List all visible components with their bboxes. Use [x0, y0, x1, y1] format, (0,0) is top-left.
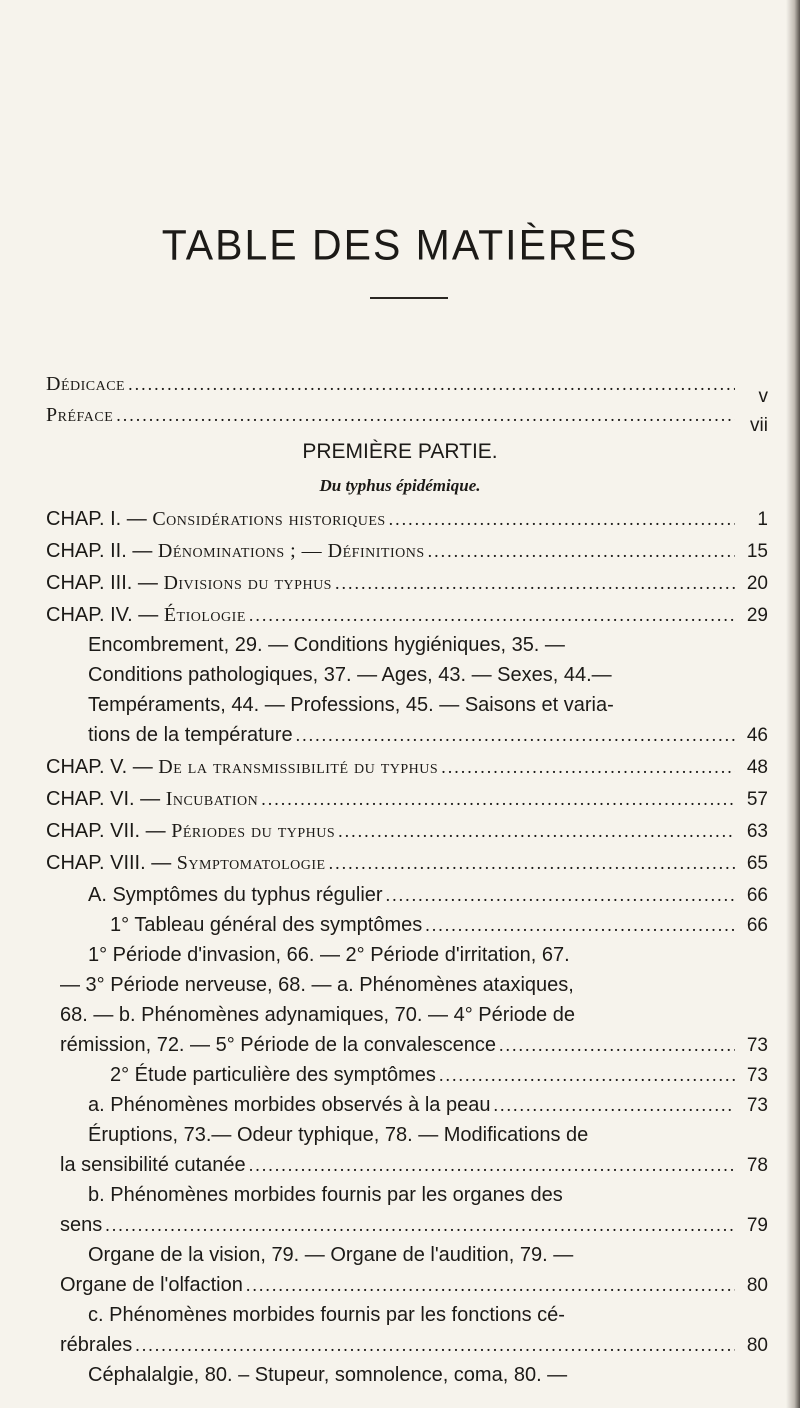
- chapter-number: CHAP. IV.: [46, 604, 133, 626]
- toc-page: 48: [746, 757, 768, 778]
- toc-entry-etude-particuliere[interactable]: [110, 1064, 768, 1087]
- page-title: TABLE DES MATIÈRES: [161, 220, 639, 270]
- toc-label: Dénominations ; — Définitions: [157, 540, 425, 562]
- toc-label: rébrales: [60, 1334, 133, 1356]
- leader-dots: [296, 725, 735, 746]
- leader-dots: [249, 605, 735, 626]
- toc-page: 15: [746, 541, 768, 562]
- toc-entry-chap-5[interactable]: CHAP. V. — De la transmissibilité du typhus ..... 48: [46, 756, 768, 779]
- leader-dots: [105, 1215, 735, 1236]
- toc-label: A. Symptômes du typhus régulier: [88, 884, 383, 906]
- toc-page: 46: [746, 725, 768, 746]
- chapter-number: CHAP. V.: [46, 756, 128, 778]
- leader-dots: [261, 789, 735, 810]
- leader-dots: [389, 509, 735, 530]
- toc-page: 73: [746, 1095, 768, 1116]
- toc-entry-chap-7[interactable]: CHAP. VII. — Périodes du typhus ..... 63: [46, 820, 768, 843]
- vision-line-1: Organe de la vision, 79. — Organe de l'audition, 79. —: [88, 1244, 574, 1266]
- toc-entry-peau[interactable]: [88, 1094, 768, 1117]
- toc-label: sens: [60, 1214, 103, 1236]
- toc-entry-preface[interactable]: [46, 404, 768, 436]
- toc-label: Préface: [46, 404, 114, 426]
- sens-line-2[interactable]: [60, 1214, 768, 1237]
- leader-dots: [329, 853, 735, 874]
- leader-dots: [428, 541, 735, 562]
- eruptions-line-2[interactable]: [60, 1154, 768, 1177]
- toc-entry-chap-3[interactable]: CHAP. III. — Divisions du typhus ..... 20: [46, 572, 768, 595]
- toc-page: 1: [757, 509, 768, 530]
- periodes-line-3: 68. — b. Phénomènes adynamiques, 70. — 4° Période de: [60, 1004, 575, 1026]
- toc-entry-dedicace[interactable]: [46, 373, 768, 407]
- part-heading: PREMIÈRE PARTIE.: [302, 440, 498, 463]
- eruptions-line-1: Éruptions, 73.— Odeur typhique, 78. — Modifications de: [88, 1124, 589, 1146]
- toc-label: De la transmissibilité du typhus: [158, 756, 439, 778]
- toc-label: 2° Étude particulière des symptômes: [110, 1064, 436, 1086]
- toc-label: la sensibilité cutanée: [60, 1154, 246, 1176]
- toc-entry-tableau-general[interactable]: [110, 914, 768, 937]
- toc-page: 80: [746, 1275, 768, 1296]
- leader-dots: [128, 374, 735, 395]
- toc-label: rémission, 72. — 5° Période de la convalescence: [60, 1034, 497, 1056]
- toc-page: 73: [746, 1035, 768, 1056]
- leader-dots: [338, 821, 735, 842]
- toc-label: tions de la température: [88, 724, 293, 746]
- toc-entry-chap-2[interactable]: CHAP. II. — Dénominations ; — Définitions ..... 15: [46, 540, 768, 563]
- leader-dots: [116, 405, 735, 426]
- part-subheading: Du typhus épidémique.: [319, 476, 481, 495]
- toc-label: Étiologie: [163, 604, 246, 626]
- toc-page: 63: [746, 821, 768, 842]
- leader-dots: [335, 573, 735, 594]
- etiologie-line-3: Tempéraments, 44. — Professions, 45. — Saisons et varia-: [88, 694, 614, 716]
- toc-page: 73: [746, 1065, 768, 1086]
- toc-page: 65: [746, 853, 768, 874]
- sens-line-1: b. Phénomènes morbides fournis par les organes des: [88, 1184, 563, 1206]
- chapter-number: CHAP. VIII.: [46, 852, 146, 874]
- leader-dots: [441, 757, 735, 778]
- vision-line-2[interactable]: [60, 1274, 768, 1297]
- toc-label: Symptomatologie: [176, 852, 326, 874]
- periodes-line-2: — 3° Période nerveuse, 68. — a. Phénomènes ataxiques,: [60, 974, 574, 996]
- toc-page: vii: [750, 415, 768, 436]
- chapter-number: CHAP. VI.: [46, 788, 135, 810]
- leader-dots: [425, 915, 735, 936]
- chapter-number: CHAP. VII.: [46, 820, 141, 842]
- toc-label: Incubation: [165, 788, 259, 810]
- toc-entry-chap-4[interactable]: CHAP. IV. — Étiologie ..... 29: [46, 604, 768, 627]
- toc-entry-chap-6[interactable]: CHAP. VI. — Incubation ..... 57: [46, 788, 768, 811]
- chapter-number: CHAP. II.: [46, 540, 127, 562]
- toc-page: 80: [746, 1335, 768, 1356]
- toc-label: a. Phénomènes morbides observés à la peau: [88, 1094, 491, 1116]
- toc-entry-chap-1[interactable]: CHAP. I. — Considérations historiques ..... 1: [46, 508, 768, 531]
- leader-dots: [135, 1335, 735, 1356]
- toc-label: Divisions du typhus: [163, 572, 332, 594]
- page-edge-shadow: [786, 0, 800, 1408]
- title-rule: [370, 297, 448, 299]
- toc-page: 66: [746, 915, 768, 936]
- toc-page: 20: [746, 573, 768, 594]
- toc-entry-chap-8[interactable]: CHAP. VIII. — Symptomatologie ..... 65: [46, 852, 768, 875]
- toc-label: Dédicace: [46, 373, 126, 395]
- toc-label: Considérations historiques: [152, 508, 386, 530]
- toc-entry-symptomes-regulier[interactable]: [88, 884, 768, 907]
- toc-page: 57: [746, 789, 768, 810]
- leader-dots: [439, 1065, 735, 1086]
- etiologie-line-2: Conditions pathologiques, 37. — Ages, 43. — Sexes, 44.—: [88, 664, 612, 686]
- toc-label: Organe de l'olfaction: [60, 1274, 243, 1296]
- leader-dots: [499, 1035, 735, 1056]
- leader-dots: [493, 1095, 735, 1116]
- toc-page: 78: [746, 1155, 768, 1176]
- leader-dots: [249, 1155, 735, 1176]
- cerebrales-line-1: c. Phénomènes morbides fournis par les fonctions cé-: [88, 1304, 565, 1326]
- cephalalgie-line: Céphalalgie, 80. – Stupeur, somnolence, coma, 80. —: [88, 1364, 568, 1386]
- toc-page: 66: [746, 885, 768, 906]
- periodes-line-1: 1° Période d'invasion, 66. — 2° Période d'irritation, 67.: [88, 944, 570, 966]
- periodes-line-4[interactable]: [60, 1034, 768, 1057]
- cerebrales-line-2[interactable]: [60, 1334, 768, 1357]
- leader-dots: [246, 1275, 735, 1296]
- toc-page: 79: [746, 1215, 768, 1236]
- etiologie-line-4[interactable]: [88, 724, 768, 747]
- leader-dots: [386, 885, 735, 906]
- chapter-number: CHAP. I.: [46, 508, 122, 530]
- toc-label: Périodes du typhus: [171, 820, 336, 842]
- toc-page: 29: [746, 605, 768, 626]
- etiologie-line-1: Encombrement, 29. — Conditions hygiéniques, 35. —: [88, 634, 565, 656]
- toc-label: 1° Tableau général des symptômes: [110, 914, 423, 936]
- toc-page: v: [758, 386, 768, 407]
- chapter-number: CHAP. III.: [46, 572, 133, 594]
